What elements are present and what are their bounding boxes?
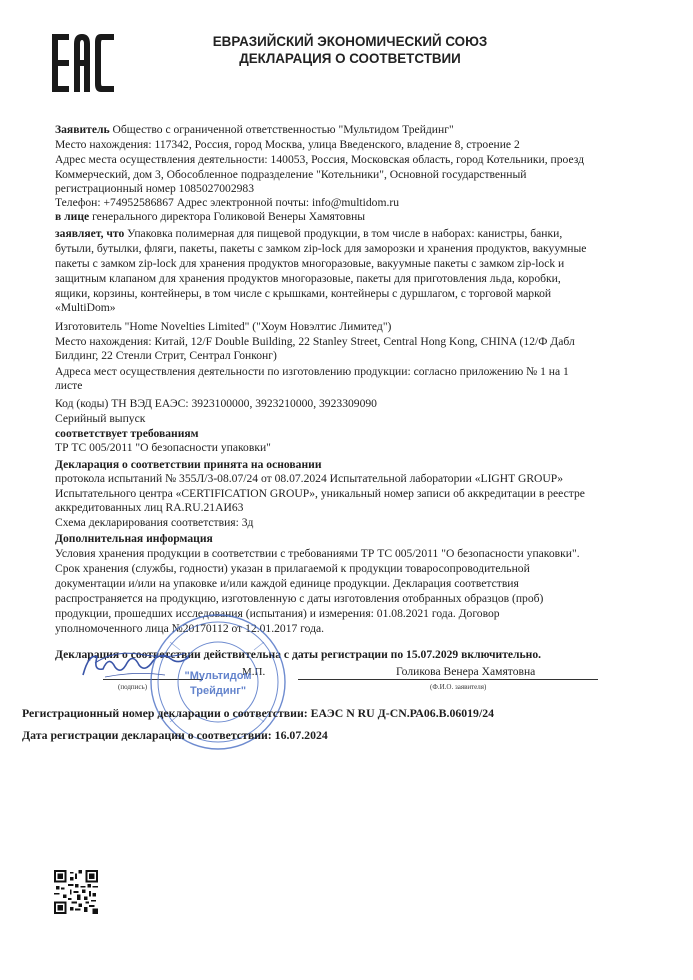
declares-line-2: бутыли, бутылки, фляги, пакеты, пакеты с замком zip-lock для заморозки и хранения продуктов, вакуумные	[55, 242, 587, 255]
additional-line-5: продукции, прошедших исследования (испытания) и измерения: 01.08.2021 года. Договор	[55, 607, 500, 620]
declares-line-4: защитным клапаном для хранения продуктов многоразовые, пакеты для приготовления льда, коробки,	[55, 272, 561, 285]
declares-line-3: пакеты с замком zip-lock для хранения продуктов многоразовые, вакуумные пакеты с замком zip-lock и	[55, 257, 565, 270]
additional-line-3: документации и/или на упаковке и/или каждой единице продукции. Декларация соответствия	[55, 577, 519, 590]
applicant-address: Место нахождения: 117342, Россия, город Москва, улица Введенского, владение 8, строение 2	[55, 138, 520, 151]
tn-ved-codes: Код (коды) ТН ВЭД ЕАЭС: 3923100000, 3923210000, 3923309090	[55, 397, 377, 410]
eac-logo	[52, 34, 114, 92]
signatory-name: Голикова Венера Хамятовна	[396, 665, 536, 678]
manufacturer-line-3: Билдинг, 22 Стенли Стрит, Сентрал Гонконг)	[55, 349, 277, 362]
document-title: ДЕКЛАРАЦИЯ О СООТВЕТСТВИИ	[239, 51, 461, 66]
applicant-label: Заявитель	[55, 123, 110, 136]
stamp-text-2: Трейдинг"	[189, 685, 247, 697]
applicant-activity-2: Коммерческий, дом 3, Обособленное подразделение "Котельники", Основной государственный	[55, 168, 527, 181]
additional-line-4: распространяется на продукцию, изготовленную с даты изготовления отобранных образцов (проб)	[55, 592, 544, 605]
basis-line-4: Схема декларирования соответствия: 3д	[55, 516, 254, 529]
requirements-label: соответствует требованиям	[55, 427, 199, 440]
name-line	[298, 679, 598, 680]
manufacturer-line-5: листе	[55, 379, 83, 392]
declares-text: Упаковка полимерная для пищевой продукции, в том числе в наборах: канистры, банки,	[124, 227, 563, 240]
declares-line-6: «MultiDom»	[55, 301, 116, 314]
additional-line-2: Срок хранения (службы, годности) указан в прилагаемой к продукции товаросопроводительной	[55, 562, 530, 575]
basis-line-3: аккредитованных лиц RA.RU.21АИ63	[55, 501, 244, 514]
basis-label: Декларация о соответствии принята на основании	[55, 458, 322, 471]
manufacturer-line-2: Место нахождения: Китай, 12/F Double Building, 22 Stanley Street, Central Hong Kong, CHINA (12/Ф Дабл	[55, 335, 575, 348]
stamp-text-1: "Мультидом	[184, 670, 252, 682]
caption-name: (Ф.И.О. заявителя)	[430, 683, 487, 691]
validity-statement: Декларация о соответствии действительна с даты регистрации по 15.07.2029 включительно.	[55, 648, 542, 661]
qr-code	[54, 870, 98, 914]
applicant-person	[55, 210, 365, 224]
basis-line-2: Испытательного центра «CERTIFICATION GROUP», уникальный номер записи об аккредитации в реестре	[55, 487, 585, 500]
requirements-text: ТР ТС 005/2011 "О безопасности упаковки"	[55, 441, 271, 454]
declares-line-1	[55, 227, 562, 241]
caption-signature: (подпись)	[118, 683, 148, 691]
serial-release: Серийный выпуск	[55, 412, 146, 425]
basis-line-1: протокола испытаний № 355Л/3-08.07/24 от 08.07.2024 Испытательной лаборатории «LIGHT GROUP»	[55, 472, 564, 485]
applicant-activity-3: регистрационный номер 1085027002983	[55, 182, 255, 195]
applicant-name: Общество с ограниченной ответственностью "Мультидом Трейдинг"	[109, 123, 454, 136]
person-label: в лице	[55, 210, 90, 223]
declares-line-5: ящики, корзины, контейнеры, в том числе с крышками, контейнеры с дуршлагом, с торговой маркой	[55, 287, 552, 300]
declares-label: заявляет, что	[55, 227, 125, 240]
additional-line-6: уполномоченного лица №20170112 от 12.01.2017 года.	[55, 622, 325, 635]
applicant-line	[55, 123, 454, 137]
manufacturer-line-1: Изготовитель "Home Novelties Limited" ("Хоум Новэлтис Лимитед")	[55, 320, 392, 333]
applicant-phone: Телефон: +74952586867 Адрес электронной почты: info@multidom.ru	[55, 196, 400, 209]
person-name: генерального директора Голиковой Венеры Хамятовны	[89, 210, 366, 223]
registration-number: Регистрационный номер декларации о соответствии: ЕАЭС N RU Д-CN.РА06.В.06019/24	[22, 706, 495, 720]
union-title: ЕВРАЗИЙСКИЙ ЭКОНОМИЧЕСКИЙ СОЮЗ	[212, 34, 488, 49]
applicant-activity-1: Адрес места осуществления деятельности: 140053, Россия, Московская область, город Котельники, проезд	[55, 153, 585, 166]
additional-line-1: Условия хранения продукции в соответствии с требованиями ТР ТС 005/2011 "О безопасности упаковки".	[55, 547, 580, 560]
registration-date: Дата регистрации декларации о соответствии: 16.07.2024	[22, 728, 328, 742]
manufacturer-line-4: Адреса мест осуществления деятельности по изготовлению продукции: согласно приложению № 1 на 1	[55, 365, 569, 378]
seal-place-label: М.П.	[242, 666, 266, 678]
additional-label: Дополнительная информация	[55, 532, 213, 545]
